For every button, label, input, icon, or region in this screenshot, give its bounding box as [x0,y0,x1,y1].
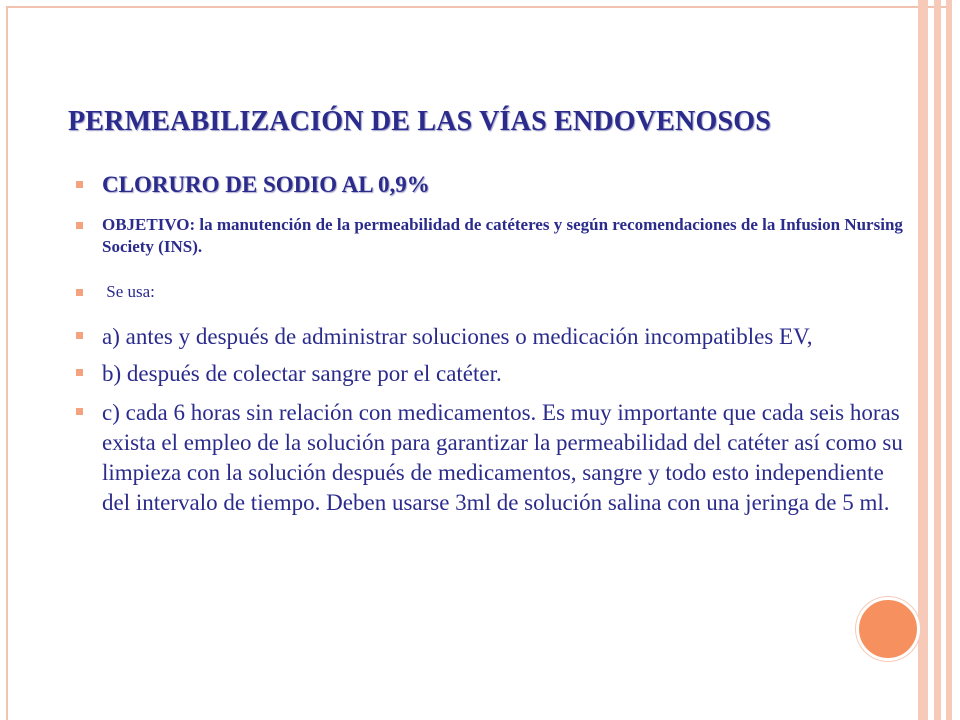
bullet-text: b) después de colectar sangre por el catéter. [102,361,502,386]
bullet-text: OBJETIVO: la manutención de la permeabilidad de catéteres y según recomendaciones de la Infusion Nursing Society (INS). [102,215,903,256]
bullet-text: CLORURO DE SODIO AL 0,9% [102,172,430,197]
square-bullet-icon [76,408,83,415]
decorative-circle [856,597,920,661]
bullet-item [76,359,916,388]
square-bullet-icon [76,222,83,229]
bullet-item [76,214,916,258]
square-bullet-icon [76,289,83,296]
square-bullet-icon [76,332,83,339]
square-bullet-icon [76,181,83,188]
bullet-item [76,398,916,518]
bullet-list [76,172,916,518]
bullet-text: c) cada 6 horas sin relación con medicamentos. Es muy importante que cada seis horas exista el empleo de la solución para garantizar la permeabilidad del catéter así como su limpieza con la solución después de medicamentos, sangre y todo esto independiente del intervalo de tiempo. Deben usarse 3ml de solución salina con una jeringa de 5 ml. [102,400,903,515]
decorative-stripe [946,0,952,720]
bullet-text: Se usa: [102,282,155,301]
decorative-stripe [934,0,941,720]
square-bullet-icon [76,369,83,376]
bullet-item [76,282,916,302]
bullet-text: a) antes y después de administrar soluciones o medicación incompatibles EV, [102,324,813,349]
slide-title: PERMEABILIZACIÓN DE LAS VÍAS ENDOVENOSOS [68,106,771,137]
decorative-stripe [918,0,928,720]
bullet-item [76,322,916,351]
bullet-item [76,172,916,198]
